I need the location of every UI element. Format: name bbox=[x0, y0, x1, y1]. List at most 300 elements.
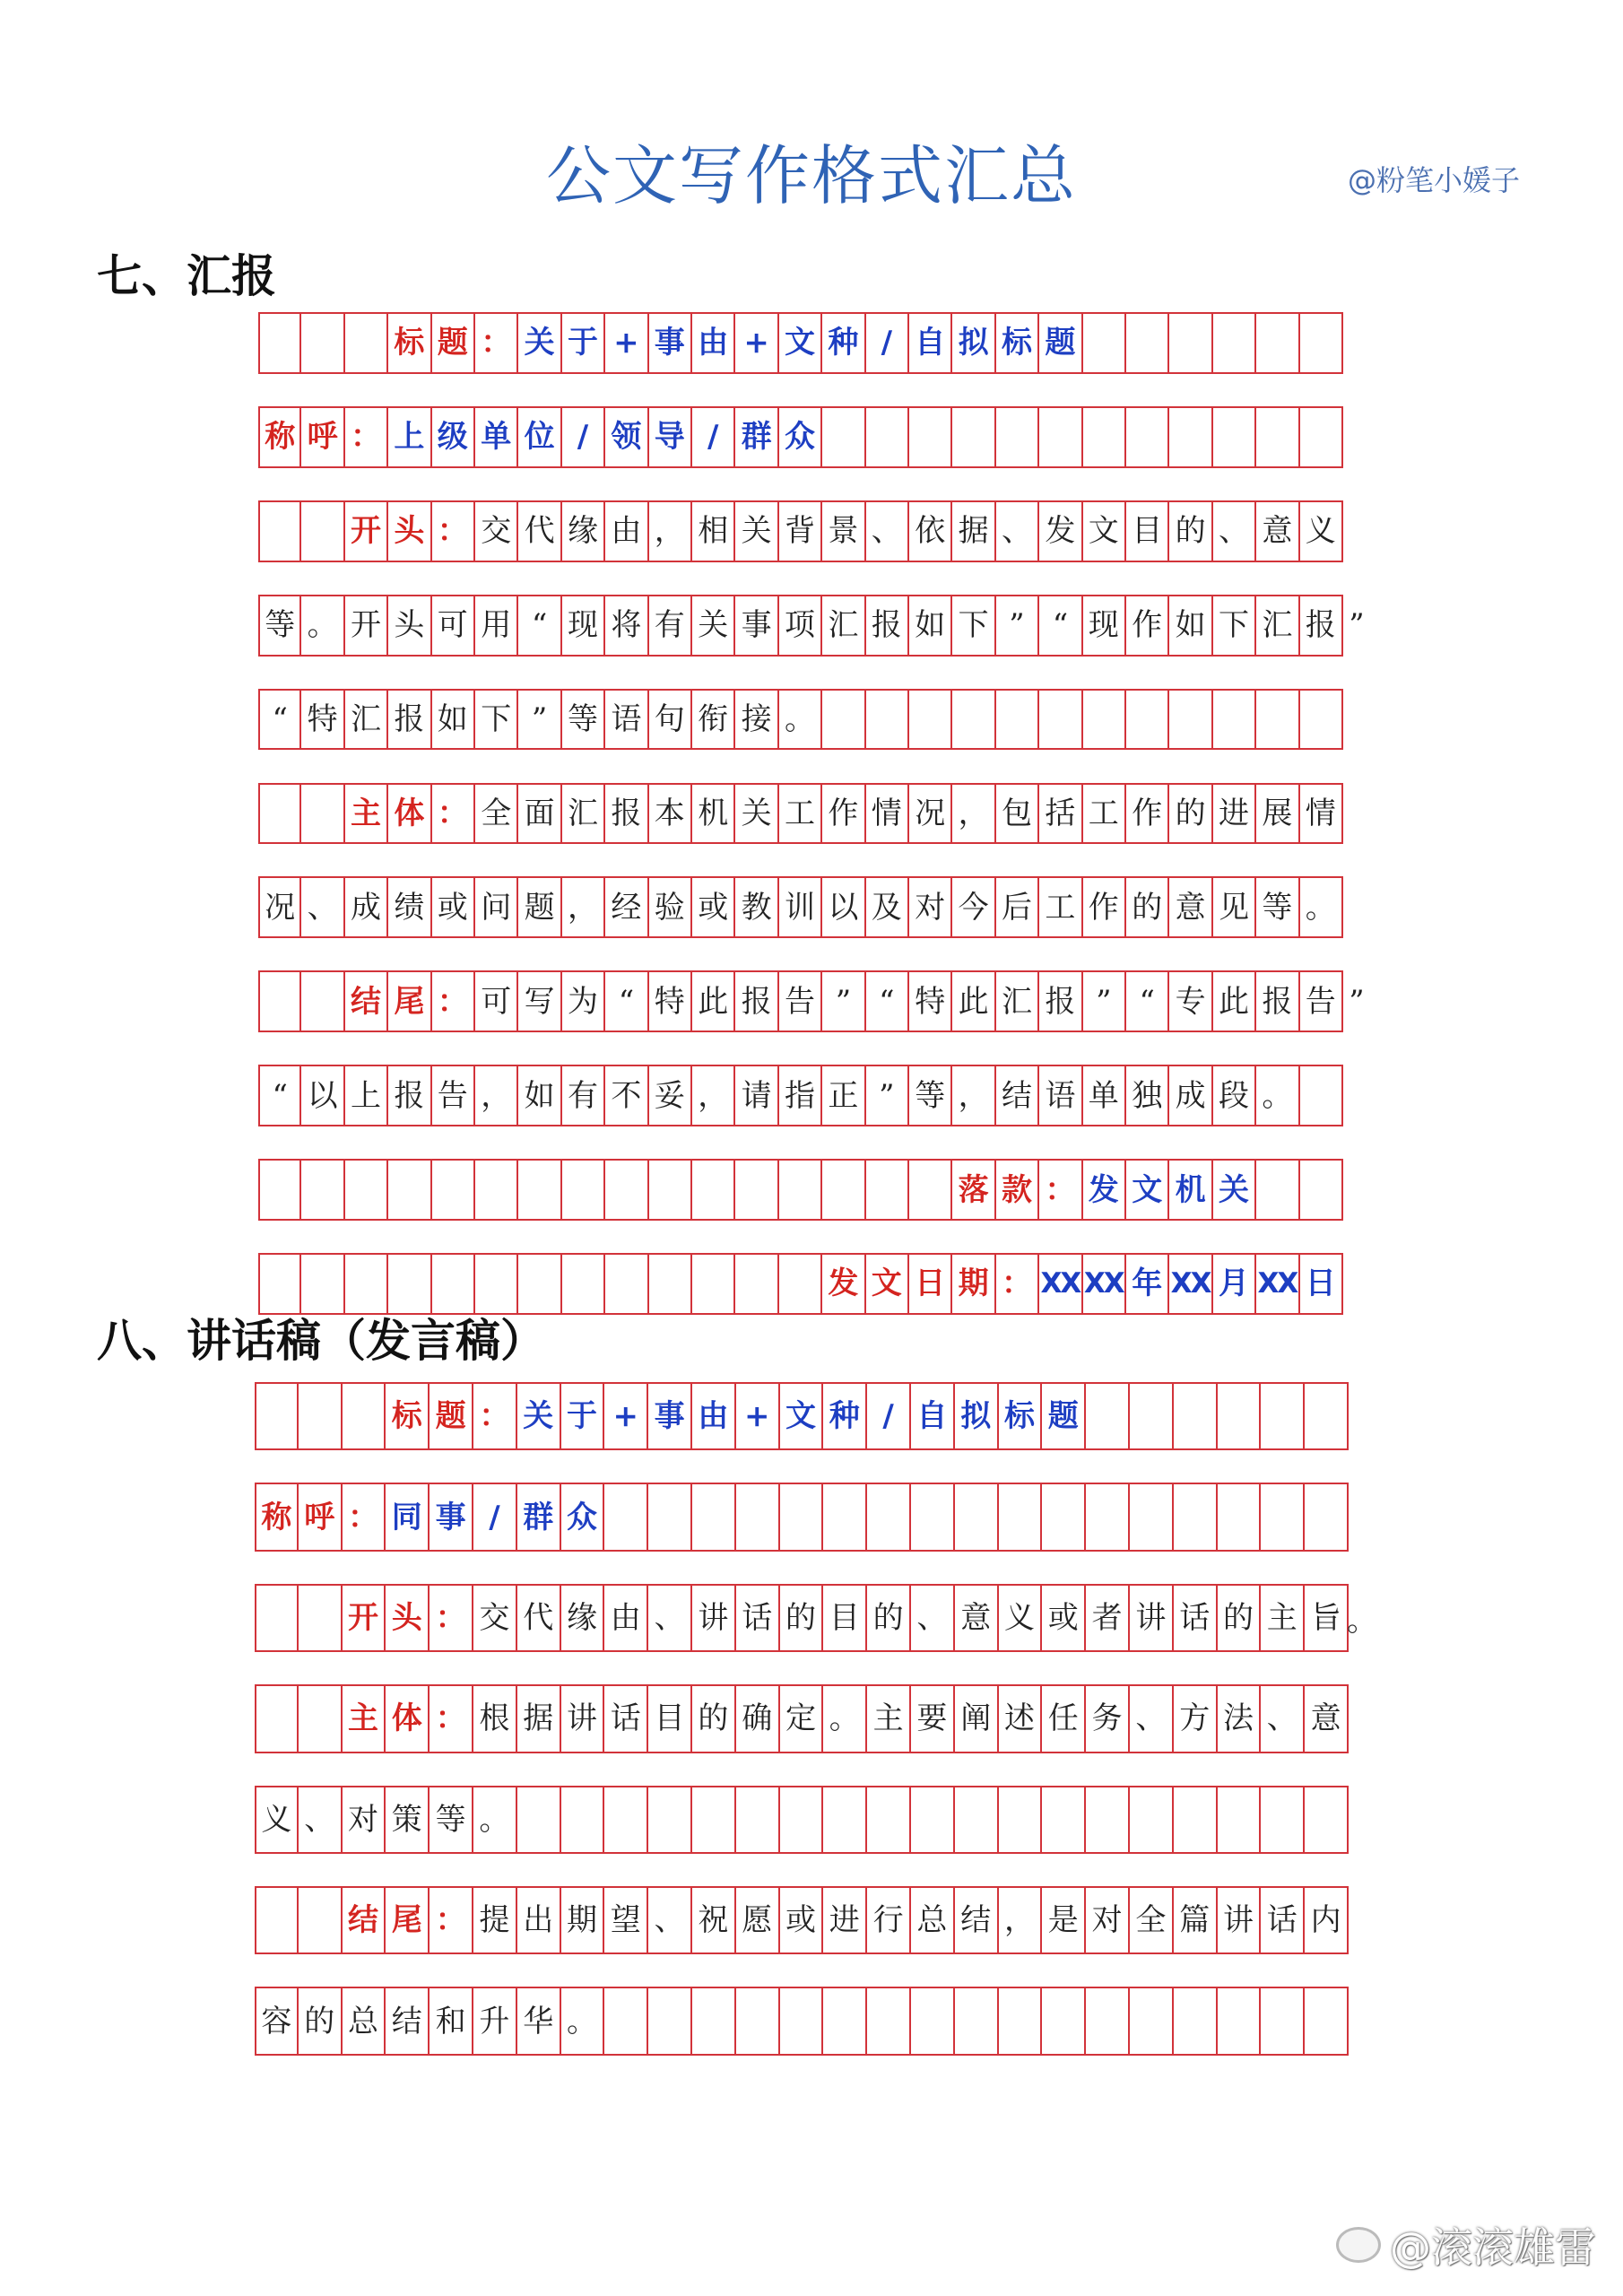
grid-cell: 祝 bbox=[692, 1888, 736, 1952]
grid-cell bbox=[388, 1161, 431, 1219]
grid-cell: 结 bbox=[345, 972, 388, 1031]
grid-cell: 见 bbox=[1213, 878, 1256, 936]
grid-cell: 月 bbox=[1213, 1255, 1256, 1313]
grid-cell: 下 bbox=[475, 691, 518, 749]
grid-cell: 单 bbox=[1083, 1066, 1126, 1125]
grid-cell: 的 bbox=[1169, 785, 1212, 843]
grid-cell: 内 bbox=[1305, 1888, 1349, 1952]
overflow-punctuation: 。 bbox=[1347, 1603, 1377, 1639]
grid-cell: 的 bbox=[1218, 1586, 1262, 1650]
grid-cell bbox=[605, 1255, 648, 1313]
grid-cell bbox=[735, 1255, 778, 1313]
grid-cell: 开 bbox=[345, 502, 388, 561]
grid-cell bbox=[604, 1787, 648, 1852]
grid-cell: 汇 bbox=[996, 972, 1039, 1031]
grid-cell: 、 bbox=[648, 1888, 692, 1952]
grid-cell: 。 bbox=[823, 1686, 867, 1751]
grid-cell bbox=[258, 1161, 301, 1219]
grid-cell bbox=[605, 1161, 648, 1219]
grid-cell bbox=[1039, 691, 1082, 749]
grid-cell bbox=[1218, 1484, 1262, 1549]
grid-cell: 专 bbox=[1169, 972, 1212, 1031]
grid-row bbox=[258, 783, 1343, 845]
grid-cell: 衔 bbox=[692, 691, 735, 749]
grid-cell: ， bbox=[649, 502, 692, 561]
grid-cell: 总 bbox=[911, 1888, 955, 1952]
grid-cell bbox=[909, 1161, 952, 1219]
grid-cell: 、 bbox=[299, 1787, 343, 1852]
grid-cell bbox=[867, 1988, 911, 2053]
grid-cell: 期 bbox=[952, 1255, 995, 1313]
grid-cell bbox=[999, 1988, 1043, 2053]
grid-cell: 正 bbox=[822, 1066, 865, 1125]
grid-cell: 或 bbox=[432, 878, 475, 936]
grid-cell: 群 bbox=[735, 408, 778, 466]
grid-cell: 况 bbox=[258, 878, 301, 936]
grid-cell: 以 bbox=[822, 878, 865, 936]
grid-cell: ” bbox=[1083, 972, 1126, 1031]
grid-cell: 位 bbox=[518, 408, 561, 466]
grid-cell: 此 bbox=[692, 972, 735, 1031]
grid-cell: 全 bbox=[1130, 1888, 1174, 1952]
grid-cell bbox=[866, 408, 909, 466]
grid-cell bbox=[866, 1161, 909, 1219]
grid-cell: + bbox=[735, 314, 778, 372]
grid-row bbox=[258, 595, 1365, 657]
grid-cell: 本 bbox=[649, 785, 692, 843]
grid-cell bbox=[952, 691, 995, 749]
grid-cell bbox=[258, 972, 301, 1031]
grid-cell: 、 bbox=[1261, 1686, 1305, 1751]
grid-cell bbox=[911, 1787, 955, 1852]
grid-cell: 下 bbox=[952, 596, 995, 655]
grid-cell: “ bbox=[518, 596, 561, 655]
overflow-punctuation: ” bbox=[1349, 983, 1365, 1020]
grid-cell: 结 bbox=[343, 1888, 386, 1952]
grid-cell bbox=[867, 1484, 911, 1549]
grid-cell bbox=[1213, 691, 1256, 749]
grid-cell bbox=[1126, 408, 1169, 466]
grid-cell: 写 bbox=[518, 972, 561, 1031]
grid-row bbox=[255, 1987, 1349, 2055]
grid-cell: 体 bbox=[386, 1686, 430, 1751]
grid-cell bbox=[822, 691, 865, 749]
grid-cell: 文 bbox=[1083, 502, 1126, 561]
grid-cell: 、 bbox=[1213, 502, 1256, 561]
grid-cell: 呼 bbox=[301, 408, 344, 466]
grid-cell: 汇 bbox=[1256, 596, 1299, 655]
grid-cell: 呼 bbox=[299, 1484, 343, 1549]
grid-cell bbox=[1174, 1787, 1218, 1852]
grid-cell: 后 bbox=[996, 878, 1039, 936]
grid-cell bbox=[258, 785, 301, 843]
grid-cell: 背 bbox=[779, 502, 822, 561]
grid-cell: 展 bbox=[1256, 785, 1299, 843]
grid-cell: XX bbox=[1039, 1255, 1082, 1313]
grid-cell: 目 bbox=[823, 1586, 867, 1650]
grid-cell: 事 bbox=[648, 1384, 692, 1448]
grid-cell: 关 bbox=[692, 596, 735, 655]
grid-cell bbox=[648, 1787, 692, 1852]
grid-cell: 由 bbox=[692, 314, 735, 372]
grid-cell: 题 bbox=[518, 878, 561, 936]
grid-cell bbox=[518, 1161, 561, 1219]
grid-cell: 现 bbox=[1083, 596, 1126, 655]
grid-row bbox=[258, 876, 1343, 938]
grid-cell: XX bbox=[1169, 1255, 1212, 1313]
grid-cell: ， bbox=[952, 785, 995, 843]
grid-cell: 关 bbox=[735, 502, 778, 561]
grid-cell bbox=[1261, 1988, 1305, 2053]
grid-cell: 行 bbox=[867, 1888, 911, 1952]
grid-cell bbox=[692, 1787, 736, 1852]
grid-cell: 训 bbox=[779, 878, 822, 936]
grid-cell: 作 bbox=[1126, 596, 1169, 655]
grid-cell: 进 bbox=[1213, 785, 1256, 843]
grid-cell: 为 bbox=[562, 972, 605, 1031]
grid-cell: 领 bbox=[605, 408, 648, 466]
grid-cell bbox=[1300, 1066, 1343, 1125]
grid-cell: 将 bbox=[605, 596, 648, 655]
grid-cell: 年 bbox=[1126, 1255, 1169, 1313]
grid-cell: 标 bbox=[999, 1384, 1043, 1448]
grid-row bbox=[255, 1382, 1349, 1450]
grid-cell: 尾 bbox=[388, 972, 431, 1031]
grid-cell bbox=[1261, 1484, 1305, 1549]
grid-cell: 验 bbox=[649, 878, 692, 936]
grid-cell: 作 bbox=[822, 785, 865, 843]
grid-cell bbox=[911, 1988, 955, 2053]
grid-cell bbox=[1213, 408, 1256, 466]
section-heading-report: 七、汇报 bbox=[97, 250, 276, 302]
grid-cell: 体 bbox=[388, 785, 431, 843]
grid-cell: 单 bbox=[475, 408, 518, 466]
grid-cell: + bbox=[736, 1384, 780, 1448]
grid-cell bbox=[299, 1888, 343, 1952]
grid-row bbox=[255, 1684, 1349, 1752]
grid-cell bbox=[1300, 691, 1343, 749]
grid-cell: 情 bbox=[1300, 785, 1343, 843]
grid-cell bbox=[1126, 314, 1169, 372]
grid-cell: / bbox=[692, 408, 735, 466]
grid-cell: ： bbox=[345, 408, 388, 466]
grid-cell: 、 bbox=[996, 502, 1039, 561]
grid-cell: 成 bbox=[345, 878, 388, 936]
grid-cell: 今 bbox=[952, 878, 995, 936]
grid-cell: 结 bbox=[386, 1988, 430, 2053]
grid-cell bbox=[1130, 1988, 1174, 2053]
grid-cell: 。 bbox=[779, 691, 822, 749]
grid-cell bbox=[955, 1988, 999, 2053]
author-credit: @粉笔小媛子 bbox=[1347, 163, 1520, 197]
grid-cell bbox=[255, 1888, 299, 1952]
grid-cell: 等 bbox=[909, 1066, 952, 1125]
grid-cell: 、 bbox=[911, 1586, 955, 1650]
grid-cell: ” bbox=[518, 691, 561, 749]
grid-cell: 交 bbox=[475, 502, 518, 561]
grid-cell: 结 bbox=[955, 1888, 999, 1952]
grid-cell: 。 bbox=[1300, 878, 1343, 936]
grid-cell bbox=[1256, 314, 1299, 372]
grid-cell bbox=[258, 502, 301, 561]
grid-cell: ： bbox=[432, 972, 475, 1031]
grid-cell: 全 bbox=[475, 785, 518, 843]
grid-cell: 发 bbox=[822, 1255, 865, 1313]
grid-cell: 事 bbox=[430, 1484, 473, 1549]
grid-cell: 关 bbox=[1213, 1161, 1256, 1219]
grid-cell: ” bbox=[822, 972, 865, 1031]
grid-cell bbox=[1256, 408, 1299, 466]
grid-cell: 特 bbox=[909, 972, 952, 1031]
grid-cell bbox=[1042, 1484, 1086, 1549]
grid-cell: 旨 bbox=[1305, 1586, 1349, 1650]
grid-cell: ， bbox=[562, 878, 605, 936]
grid-cell bbox=[562, 1161, 605, 1219]
grid-cell bbox=[823, 1787, 867, 1852]
grid-cell: 报 bbox=[1300, 596, 1343, 655]
grid-cell: 。 bbox=[301, 596, 344, 655]
grid-cell: 文 bbox=[866, 1255, 909, 1313]
grid-cell: 教 bbox=[735, 878, 778, 936]
grid-cell: 策 bbox=[386, 1787, 430, 1852]
grid-cell: ： bbox=[430, 1586, 473, 1650]
grid-cell: 主 bbox=[1261, 1586, 1305, 1650]
grid-cell bbox=[1039, 408, 1082, 466]
grid-cell: 讲 bbox=[561, 1686, 605, 1751]
page-title: 公文写作格式汇总 bbox=[545, 138, 1077, 213]
grid-cell: 代 bbox=[518, 502, 561, 561]
grid-cell: 绩 bbox=[388, 878, 431, 936]
grid-cell: 缘 bbox=[561, 1586, 605, 1650]
grid-cell bbox=[735, 1161, 778, 1219]
grid-row bbox=[255, 1786, 1349, 1854]
grid-cell: + bbox=[604, 1384, 648, 1448]
grid-cell bbox=[475, 1161, 518, 1219]
grid-cell bbox=[911, 1484, 955, 1549]
grid-cell: 同 bbox=[386, 1484, 430, 1549]
grid-cell: 主 bbox=[867, 1686, 911, 1751]
grid-cell: 头 bbox=[388, 502, 431, 561]
grid-cell: 义 bbox=[255, 1787, 299, 1852]
grid-cell: 以 bbox=[301, 1066, 344, 1125]
weibo-logo-icon bbox=[1336, 2227, 1381, 2263]
grid-cell: 报 bbox=[866, 596, 909, 655]
grid-cell bbox=[301, 972, 344, 1031]
grid-cell: 的 bbox=[1126, 878, 1169, 936]
grid-cell: 特 bbox=[649, 972, 692, 1031]
grid-cell: 请 bbox=[735, 1066, 778, 1125]
grid-cell bbox=[736, 1787, 780, 1852]
grid-cell: 汇 bbox=[822, 596, 865, 655]
grid-cell bbox=[1130, 1384, 1174, 1448]
grid-cell: 等 bbox=[1256, 878, 1299, 936]
grid-cell bbox=[692, 1484, 736, 1549]
grid-cell: 话 bbox=[1261, 1888, 1305, 1952]
grid-cell: 是 bbox=[1042, 1888, 1086, 1952]
grid-cell: 妥 bbox=[649, 1066, 692, 1125]
grid-cell: 如 bbox=[909, 596, 952, 655]
grid-cell: 可 bbox=[432, 596, 475, 655]
grid-cell: 事 bbox=[735, 596, 778, 655]
grid-cell bbox=[1261, 1384, 1305, 1448]
grid-cell bbox=[345, 314, 388, 372]
grid-cell: 不 bbox=[605, 1066, 648, 1125]
grid-cell: 有 bbox=[649, 596, 692, 655]
grid-cell: 的 bbox=[692, 1686, 736, 1751]
grid-cell: 阐 bbox=[955, 1686, 999, 1751]
grid-cell: 自 bbox=[911, 1384, 955, 1448]
grid-cell: 括 bbox=[1039, 785, 1082, 843]
grid-cell: 交 bbox=[473, 1586, 517, 1650]
grid-cell: 汇 bbox=[345, 691, 388, 749]
grid-cell: 问 bbox=[475, 878, 518, 936]
grid-cell bbox=[780, 1484, 824, 1549]
grid-cell bbox=[648, 1988, 692, 2053]
grid-cell: 语 bbox=[605, 691, 648, 749]
grid-row bbox=[255, 1886, 1349, 1954]
grid-cell bbox=[996, 691, 1039, 749]
grid-cell: / bbox=[473, 1484, 517, 1549]
grid-cell: 如 bbox=[518, 1066, 561, 1125]
grid-cell: ： bbox=[430, 1686, 473, 1751]
grid-cell: 报 bbox=[388, 1066, 431, 1125]
grid-cell: 容 bbox=[255, 1988, 299, 2053]
grid-cell bbox=[301, 785, 344, 843]
grid-cell: 、 bbox=[301, 878, 344, 936]
grid-cell: 由 bbox=[692, 1384, 736, 1448]
grid-cell bbox=[517, 1787, 561, 1852]
grid-cell: / bbox=[867, 1384, 911, 1448]
grid-cell: 法 bbox=[1218, 1686, 1262, 1751]
grid-cell: 总 bbox=[343, 1988, 386, 2053]
grid-cell bbox=[299, 1586, 343, 1650]
grid-cell: ： bbox=[343, 1484, 386, 1549]
grid-row bbox=[258, 500, 1343, 562]
grid-cell: 特 bbox=[301, 691, 344, 749]
grid-cell: 日 bbox=[909, 1255, 952, 1313]
grid-cell: 文 bbox=[1126, 1161, 1169, 1219]
grid-cell: 意 bbox=[1256, 502, 1299, 561]
overflow-punctuation: ” bbox=[1349, 607, 1365, 644]
speech-grid-sheet bbox=[255, 1382, 1377, 2039]
grid-cell bbox=[1300, 314, 1343, 372]
grid-cell: 和 bbox=[430, 1988, 473, 2053]
grid-cell: 开 bbox=[343, 1586, 386, 1650]
grid-cell: 标 bbox=[388, 314, 431, 372]
grid-cell bbox=[1042, 1787, 1086, 1852]
grid-cell: “ bbox=[258, 1066, 301, 1125]
grid-cell bbox=[1169, 314, 1212, 372]
grid-cell: 自 bbox=[909, 314, 952, 372]
grid-cell: 义 bbox=[1300, 502, 1343, 561]
grid-cell: 进 bbox=[823, 1888, 867, 1952]
grid-cell bbox=[822, 1161, 865, 1219]
grid-cell: 务 bbox=[1086, 1686, 1130, 1751]
grid-cell: 述 bbox=[999, 1686, 1043, 1751]
grid-cell: ” bbox=[866, 1066, 909, 1125]
grid-cell: 种 bbox=[823, 1384, 867, 1448]
grid-cell: 任 bbox=[1042, 1686, 1086, 1751]
grid-cell: 称 bbox=[255, 1484, 299, 1549]
grid-cell: 题 bbox=[1039, 314, 1082, 372]
grid-cell bbox=[1086, 1384, 1130, 1448]
grid-row bbox=[258, 970, 1365, 1032]
grid-cell: “ bbox=[605, 972, 648, 1031]
section-heading-speech: 八、讲话稿（发言稿） bbox=[97, 1315, 545, 1367]
grid-cell: XX bbox=[1083, 1255, 1126, 1313]
grid-cell: 主 bbox=[345, 785, 388, 843]
grid-cell bbox=[692, 1161, 735, 1219]
grid-cell: 、 bbox=[648, 1586, 692, 1650]
grid-cell: 导 bbox=[649, 408, 692, 466]
grid-cell: 由 bbox=[605, 502, 648, 561]
grid-cell: 群 bbox=[517, 1484, 561, 1549]
grid-cell: 工 bbox=[779, 785, 822, 843]
report-grid-sheet bbox=[258, 312, 1365, 1302]
grid-cell bbox=[1042, 1988, 1086, 2053]
grid-cell: 主 bbox=[343, 1686, 386, 1751]
grid-cell: 标 bbox=[996, 314, 1039, 372]
grid-cell: 众 bbox=[561, 1484, 605, 1549]
grid-cell: 头 bbox=[386, 1586, 430, 1650]
grid-cell bbox=[955, 1484, 999, 1549]
grid-cell: 经 bbox=[605, 878, 648, 936]
grid-cell: 讲 bbox=[1218, 1888, 1262, 1952]
grid-cell: / bbox=[562, 408, 605, 466]
grid-cell: 告 bbox=[1300, 972, 1343, 1031]
grid-cell: 报 bbox=[388, 691, 431, 749]
grid-cell: 期 bbox=[561, 1888, 605, 1952]
grid-cell: 定 bbox=[780, 1686, 824, 1751]
grid-cell bbox=[1305, 1787, 1349, 1852]
grid-cell: “ bbox=[1039, 596, 1082, 655]
grid-cell: 此 bbox=[952, 972, 995, 1031]
grid-cell bbox=[561, 1787, 605, 1852]
grid-cell: ” bbox=[996, 596, 1039, 655]
grid-cell: 题 bbox=[430, 1384, 473, 1448]
grid-cell: / bbox=[866, 314, 909, 372]
grid-cell bbox=[867, 1787, 911, 1852]
grid-cell: 事 bbox=[649, 314, 692, 372]
grid-cell: 对 bbox=[1086, 1888, 1130, 1952]
grid-cell bbox=[1305, 1484, 1349, 1549]
grid-cell: 于 bbox=[561, 1384, 605, 1448]
grid-cell: 等 bbox=[562, 691, 605, 749]
grid-row bbox=[258, 1065, 1343, 1126]
grid-cell: 。 bbox=[1256, 1066, 1299, 1125]
grid-cell bbox=[1300, 408, 1343, 466]
grid-cell bbox=[736, 1484, 780, 1549]
grid-cell: 报 bbox=[735, 972, 778, 1031]
grid-cell bbox=[301, 314, 344, 372]
grid-cell bbox=[648, 1484, 692, 1549]
grid-cell bbox=[343, 1384, 386, 1448]
grid-cell: 汇 bbox=[562, 785, 605, 843]
grid-cell: 可 bbox=[475, 972, 518, 1031]
grid-cell: 话 bbox=[604, 1686, 648, 1751]
grid-cell: 升 bbox=[473, 1988, 517, 2053]
grid-cell: + bbox=[605, 314, 648, 372]
grid-cell: 话 bbox=[736, 1586, 780, 1650]
grid-cell: 作 bbox=[1083, 878, 1126, 936]
grid-cell: 景 bbox=[822, 502, 865, 561]
grid-cell bbox=[823, 1484, 867, 1549]
grid-cell bbox=[1086, 1787, 1130, 1852]
grid-cell bbox=[1174, 1384, 1218, 1448]
grid-cell: 标 bbox=[386, 1384, 430, 1448]
grid-cell: 发 bbox=[1083, 1161, 1126, 1219]
grid-cell bbox=[1169, 408, 1212, 466]
